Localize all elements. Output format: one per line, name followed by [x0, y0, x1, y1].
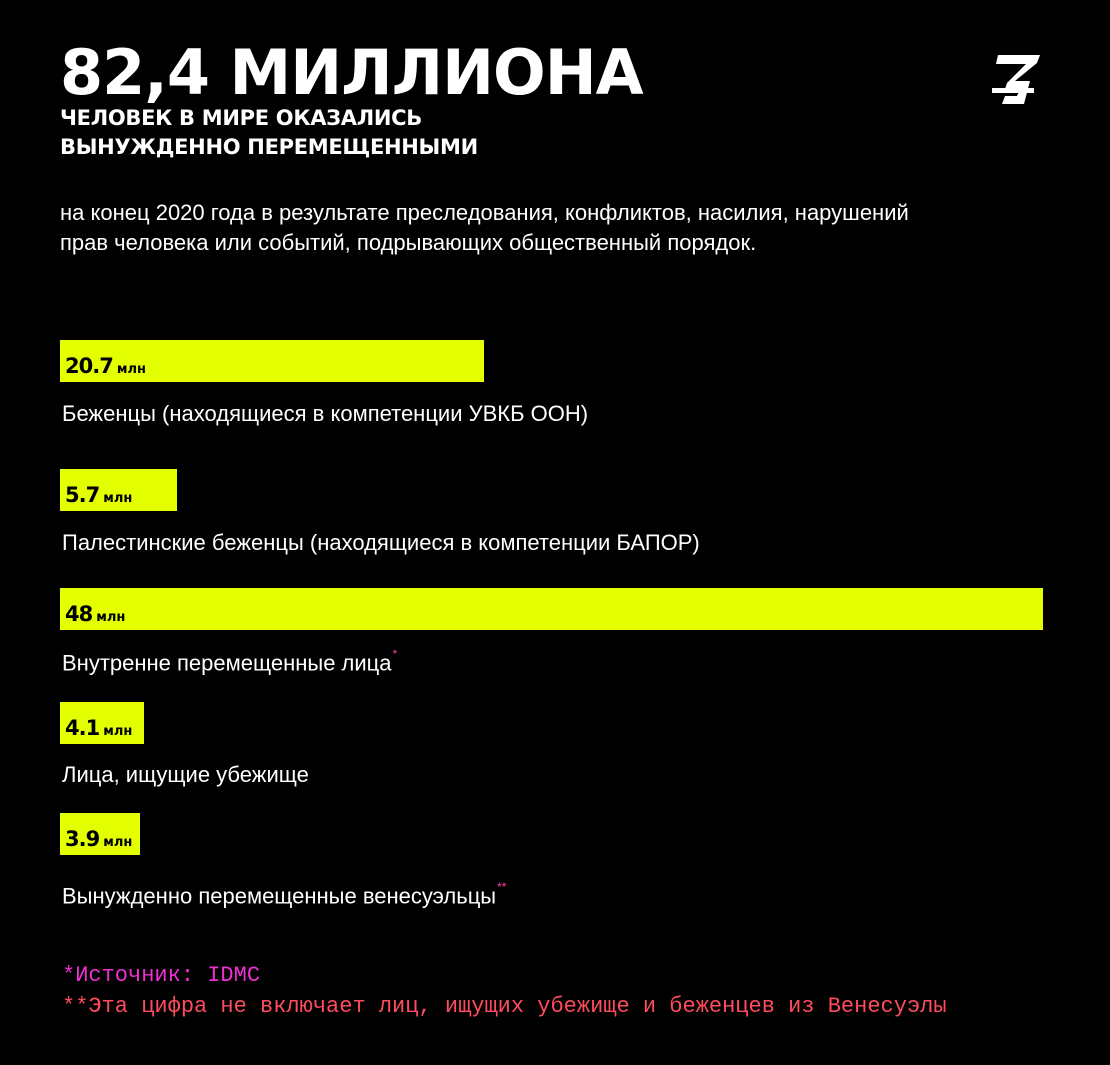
footnotes — [62, 960, 947, 1022]
bar-value-number: 4.1 — [65, 716, 100, 740]
category-label — [62, 760, 309, 790]
bar-value-number: 48 — [65, 602, 93, 626]
footnote-mark: ** — [497, 880, 507, 894]
bar-value-unit: млн — [116, 362, 146, 377]
footnote-source: *Источник: IDMC — [62, 963, 261, 988]
bar — [60, 588, 1043, 630]
bar-value-unit: млн — [103, 724, 133, 739]
bar-value-label — [65, 716, 132, 740]
category-label — [62, 643, 397, 678]
bar-value-unit: млн — [103, 835, 133, 850]
subhead-line-2: ВЫНУЖДЕННО ПЕРЕМЕЩЕННЫМИ — [60, 135, 478, 159]
category-text: Палестинские беженцы (находящиеся в компетенции БАПОР) — [62, 530, 700, 555]
bar — [60, 469, 177, 511]
bar-value-label — [65, 602, 125, 626]
bar-value-label — [65, 483, 132, 507]
bar-value-number: 3.9 — [65, 827, 100, 851]
intro-text: на конец 2020 года в результате преследования, конфликтов, насилия, нарушений прав человека или событий, подрывающих общественный порядок. — [60, 200, 909, 255]
footnote-mark: * — [392, 647, 398, 661]
bar — [60, 702, 144, 744]
category-label — [62, 876, 506, 911]
category-label — [62, 399, 588, 429]
subheadline — [60, 104, 478, 162]
category-text: Лица, ищущие убежище — [62, 762, 309, 787]
bar — [60, 340, 484, 382]
bar-value-unit: млн — [103, 491, 133, 506]
category-label — [62, 528, 700, 558]
headline: 82,4 МИЛЛИОНА — [60, 36, 643, 109]
footnote-note: **Эта цифра не включает лиц, ищущих убежище и беженцев из Венесуэлы — [62, 994, 947, 1019]
category-text: Беженцы (находящиеся в компетенции УВКБ ООН) — [62, 401, 589, 426]
subhead-line-1: ЧЕЛОВЕК В МИРЕ ОКАЗАЛИСЬ — [60, 106, 422, 130]
category-text: Вынужденно перемещенные венесуэльцы — [62, 883, 497, 909]
bar-value-number: 20.7 — [65, 354, 113, 378]
bar-value-label — [65, 354, 146, 378]
bar-value-number: 5.7 — [65, 483, 100, 507]
category-text: Внутренне перемещенные лица — [62, 650, 392, 676]
bar — [60, 813, 140, 855]
bar-value-unit: млн — [96, 610, 126, 625]
brand-logo-icon — [990, 50, 1042, 110]
bar-value-label — [65, 827, 132, 851]
